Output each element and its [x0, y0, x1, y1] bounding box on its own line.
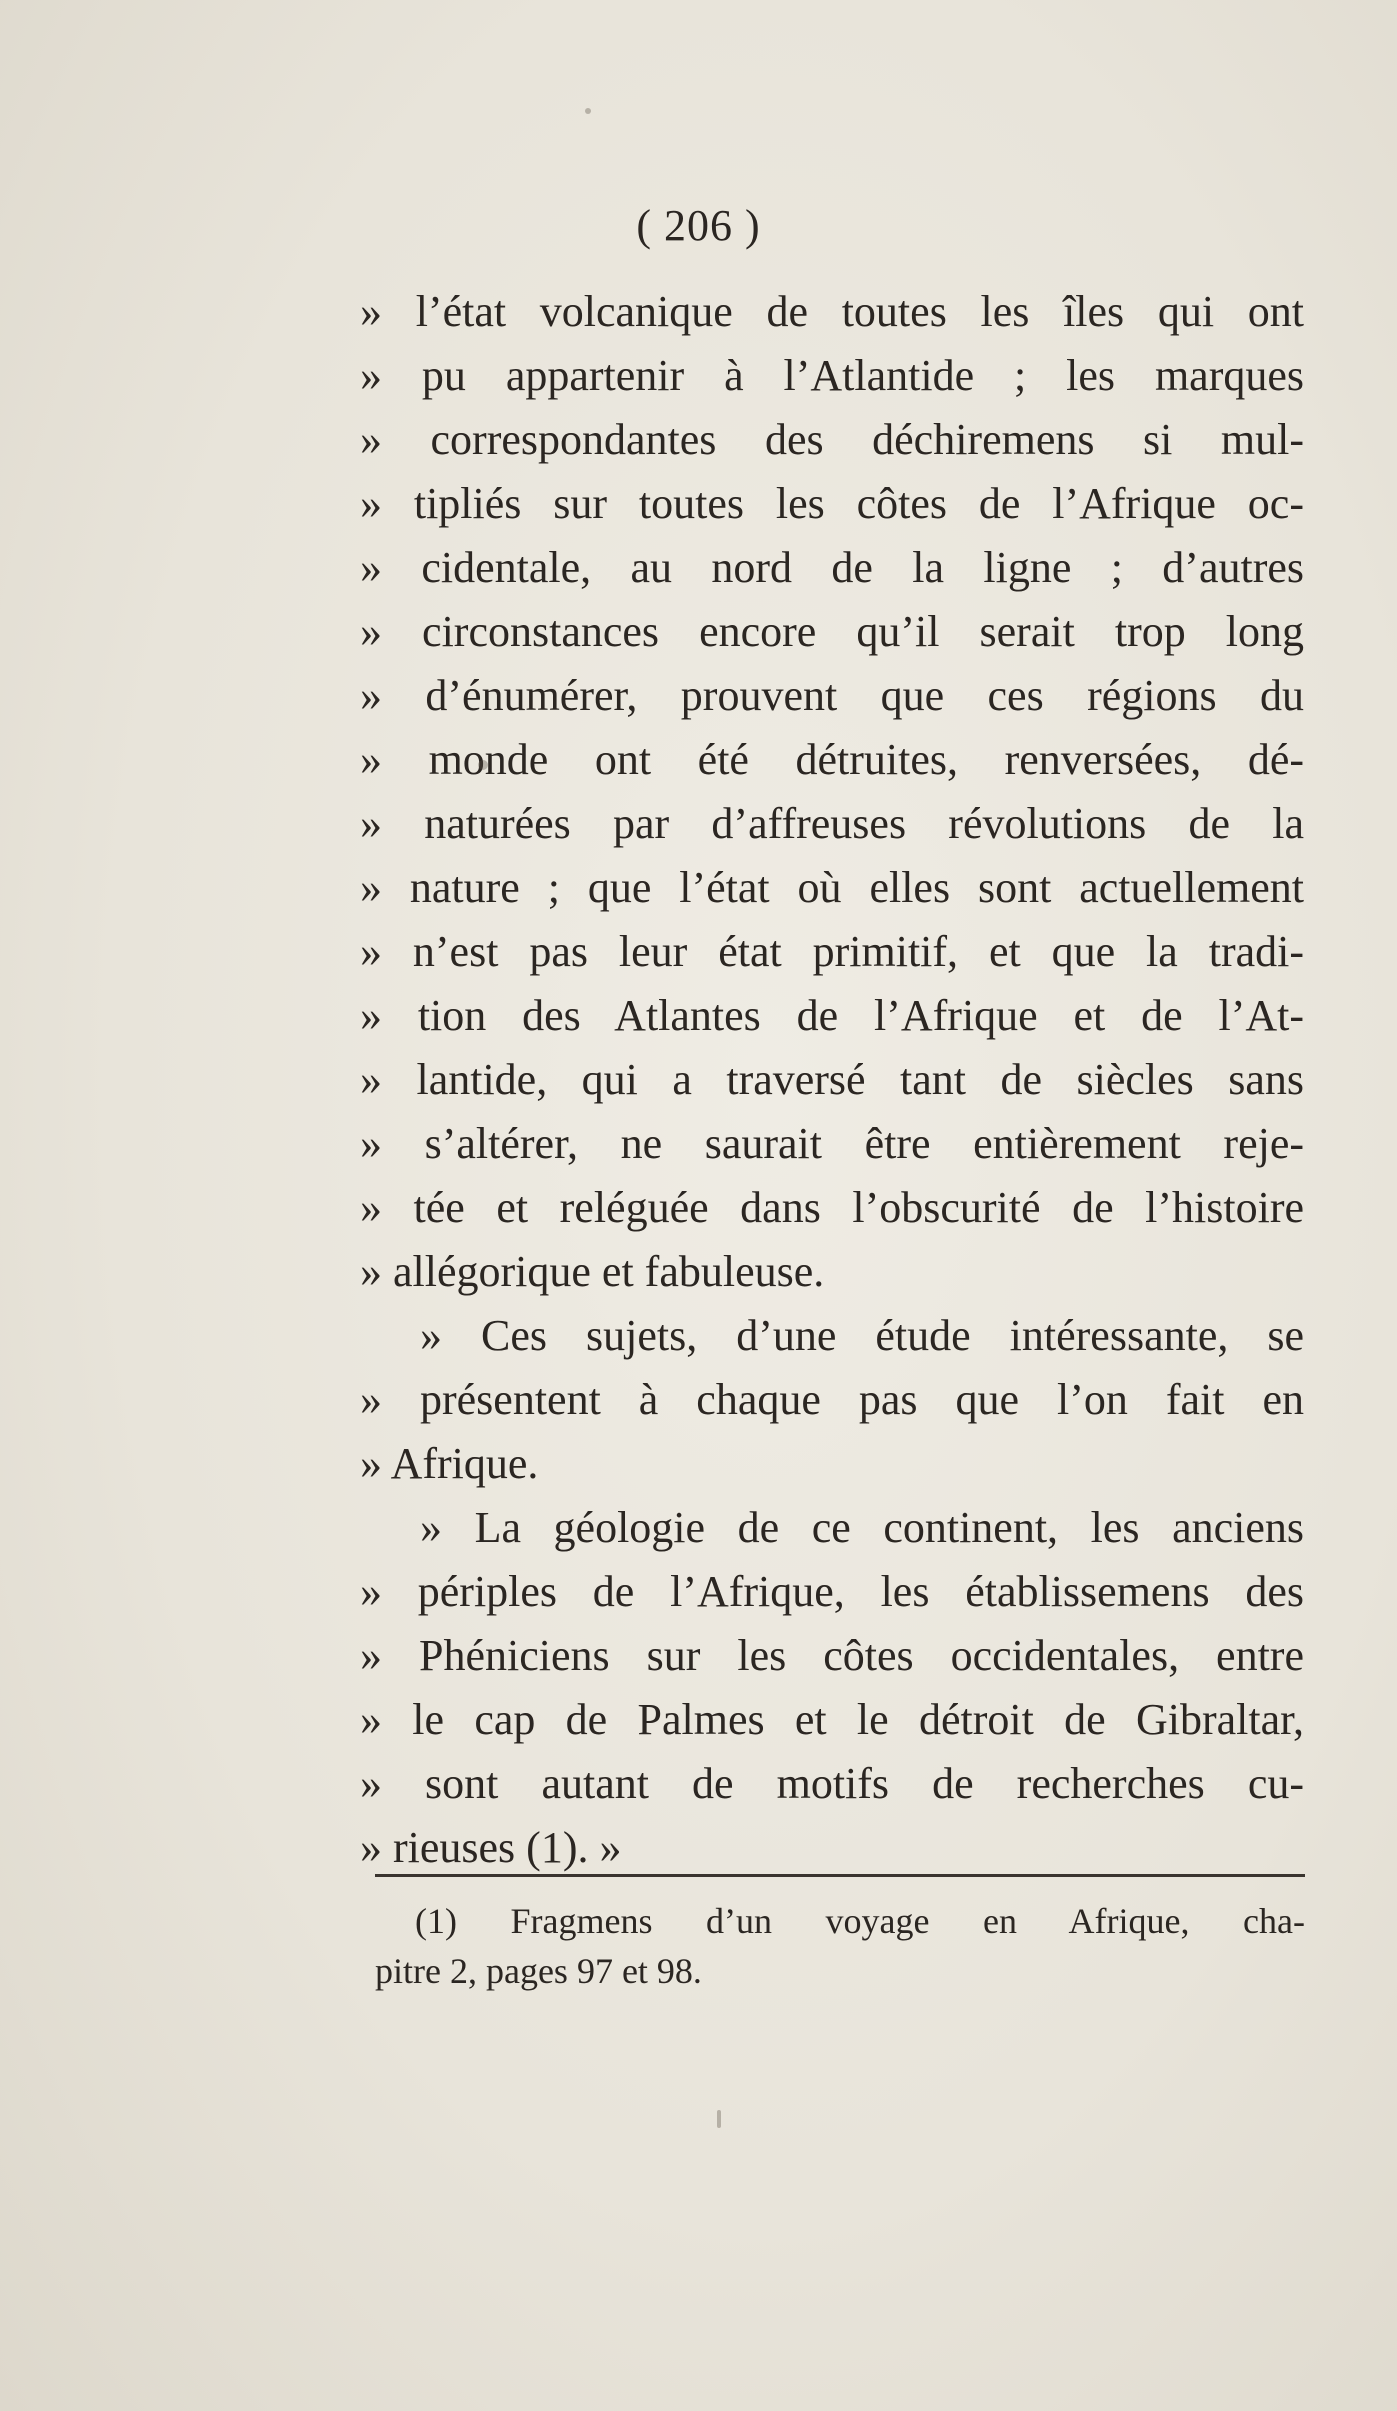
text-line: » cidentale, au nord de la ligne ; d’autres	[360, 543, 1304, 592]
text-line: » Phéniciens sur les côtes occidentales, entre	[360, 1631, 1304, 1680]
text-line: » sont autant de motifs de recherches cu-	[360, 1759, 1304, 1808]
text-line: » n’est pas leur état primitif, et que la tradi-	[360, 927, 1304, 976]
paper-speck	[585, 108, 591, 114]
text-line: » monde ont été détruites, renversées, dé-	[360, 735, 1304, 784]
text-line: » périples de l’Afrique, les établissemens des	[360, 1567, 1304, 1616]
text-line: » tée et reléguée dans l’obscurité de l’histoire	[360, 1183, 1304, 1232]
text-line: » s’altérer, ne saurait être entièrement reje-	[360, 1119, 1304, 1168]
text-line: » l’état volcanique de toutes les îles qui ont	[360, 287, 1304, 336]
footnote-line: (1) Fragmens d’un voyage en Afrique, cha-	[415, 1901, 1305, 1941]
text-line: » présentent à chaque pas que l’on fait en	[360, 1375, 1304, 1424]
text-line: » pu appartenir à l’Atlantide ; les marques	[360, 351, 1304, 400]
footnote	[375, 1896, 1305, 1996]
text-line: » lantide, qui a traversé tant de siècles sans	[360, 1055, 1304, 1104]
page-number: ( 206 )	[636, 201, 761, 250]
text-line: » tion des Atlantes de l’Afrique et de l’At-	[360, 991, 1304, 1040]
text-line: » Afrique.	[360, 1439, 539, 1488]
footnote-line: pitre 2, pages 97 et 98.	[375, 1951, 702, 1991]
text-line: » La géologie de ce continent, les anciens	[420, 1503, 1304, 1552]
text-line: » Ces sujets, d’une étude intéressante, se	[420, 1311, 1304, 1360]
text-line: » circonstances encore qu’il serait trop long	[360, 607, 1304, 656]
footnote-divider	[375, 1874, 1305, 1877]
text-line: » le cap de Palmes et le détroit de Gibraltar,	[360, 1695, 1304, 1744]
text-line: » d’énumérer, prouvent que ces régions du	[360, 671, 1304, 720]
paper-speck	[717, 2110, 721, 2128]
text-line: » naturées par d’affreuses révolutions de la	[360, 799, 1304, 848]
text-line: » nature ; que l’état où elles sont actuellement	[360, 863, 1304, 912]
text-line: » correspondantes des déchiremens si mul-	[360, 415, 1304, 464]
text-line: » tipliés sur toutes les côtes de l’Afrique oc-	[360, 479, 1304, 528]
text-line: » allégorique et fabuleuse.	[360, 1247, 825, 1296]
paper-speck	[478, 760, 488, 770]
text-line: » rieuses (1). »	[360, 1823, 622, 1872]
body-text	[360, 280, 1304, 1880]
